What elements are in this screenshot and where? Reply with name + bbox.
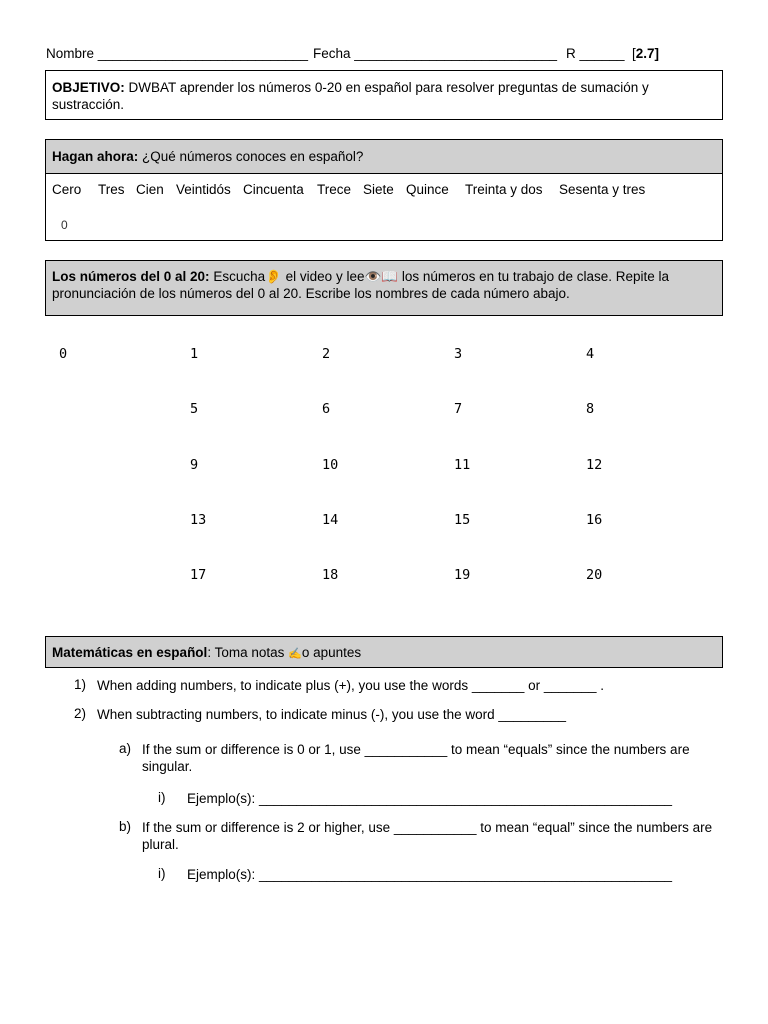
- number-cell: 10: [322, 457, 339, 473]
- example-line[interactable]: Ejemplo(s): _______________________________________________________: [187, 867, 672, 882]
- do-now-answer[interactable]: 0: [61, 218, 68, 232]
- objective-label: OBJETIVO:: [52, 80, 125, 95]
- writing-hand-icon: ✍: [288, 648, 302, 660]
- numbers-instructions: los números en tu trabajo de clase. Repite la pronunciación de los números del 0 al 20. Escribe los nombres de cada número abajo.: [52, 269, 669, 301]
- math-section-label: Matemáticas en español: [52, 645, 208, 660]
- math-section-text: : Toma notas: [207, 645, 289, 660]
- r-field[interactable]: R ______: [566, 46, 625, 61]
- number-cell: 5: [190, 401, 199, 417]
- number-word: Cincuenta: [243, 182, 304, 197]
- number-cell: 11: [454, 457, 471, 473]
- number-word: Cero: [52, 182, 82, 197]
- number-word: Treinta y dos: [465, 182, 543, 197]
- number-cell: 18: [322, 567, 339, 583]
- number-cell: 15: [454, 512, 471, 528]
- numbers-section-header: [45, 260, 723, 316]
- read-text: el video y lee: [281, 269, 365, 284]
- list-marker: b): [119, 819, 132, 834]
- list-marker: a): [119, 741, 132, 756]
- eye-icon: 👁️: [364, 269, 382, 284]
- example-line[interactable]: Ejemplo(s): _______________________________________________________: [187, 791, 672, 806]
- number-cell: 0: [59, 346, 68, 362]
- listen-text: Escucha: [209, 269, 266, 284]
- do-now-header: [45, 139, 723, 174]
- number-cell: 16: [586, 512, 603, 528]
- number-cell: 12: [586, 457, 603, 473]
- list-item: If the sum or difference is 0 or 1, use ___________ to mean “equals” since the numbers are singular.: [142, 742, 690, 774]
- number-word: Quince: [406, 182, 449, 197]
- number-cell: 6: [322, 401, 331, 417]
- book-icon: 📖: [381, 269, 399, 284]
- list-marker: 2): [74, 706, 87, 721]
- name-field[interactable]: Nombre ____________________________: [46, 46, 308, 61]
- worksheet-header: [46, 46, 726, 66]
- number-cell: 4: [586, 346, 595, 362]
- math-section-header: [45, 636, 723, 668]
- number-word: Trece: [317, 182, 352, 197]
- number-cell: 3: [454, 346, 463, 362]
- list-item: When subtracting numbers, to indicate minus (-), you use the word _________: [97, 707, 567, 722]
- number-word: Cien: [136, 182, 164, 197]
- number-word: Veintidós: [176, 182, 231, 197]
- number-cell: 2: [322, 346, 331, 362]
- do-now-body: [45, 173, 723, 241]
- number-cell: 13: [190, 512, 207, 528]
- number-word: Siete: [363, 182, 394, 197]
- number-cell: 20: [586, 567, 603, 583]
- number-cell: 1: [190, 346, 199, 362]
- do-now-prompt: ¿Qué números conoces en español?: [138, 149, 364, 164]
- lesson-code-bracket: [: [632, 46, 636, 61]
- number-word: Tres: [98, 182, 125, 197]
- list-item: If the sum or difference is 2 or higher, use ___________ to mean “equal” since the numbers are plural.: [142, 820, 713, 852]
- number-cell: 7: [454, 401, 463, 417]
- list-marker: i): [158, 790, 166, 805]
- ear-icon: 👂: [265, 269, 282, 284]
- lesson-code: [632, 46, 659, 61]
- objective-text: DWBAT aprender los números 0-20 en español para resolver preguntas de sumación y sustracción.: [52, 80, 649, 112]
- number-cell: 17: [190, 567, 207, 583]
- list-marker: i): [158, 866, 166, 881]
- number-cell: 8: [586, 401, 595, 417]
- number-word: Sesenta y tres: [559, 182, 646, 197]
- number-cell: 9: [190, 457, 199, 473]
- lesson-code-number: 2.7]: [635, 46, 660, 61]
- math-section-text-2: o apuntes: [301, 645, 362, 660]
- do-now-label: Hagan ahora:: [52, 149, 139, 164]
- objective-box: [45, 70, 723, 120]
- list-item: When adding numbers, to indicate plus (+), you use the words _______ or _______ .: [97, 678, 604, 693]
- list-marker: 1): [74, 677, 87, 692]
- numbers-section-label: Los números del 0 al 20:: [52, 269, 210, 284]
- date-field[interactable]: Fecha ___________________________: [313, 46, 557, 61]
- number-cell: 14: [322, 512, 339, 528]
- number-cell: 19: [454, 567, 471, 583]
